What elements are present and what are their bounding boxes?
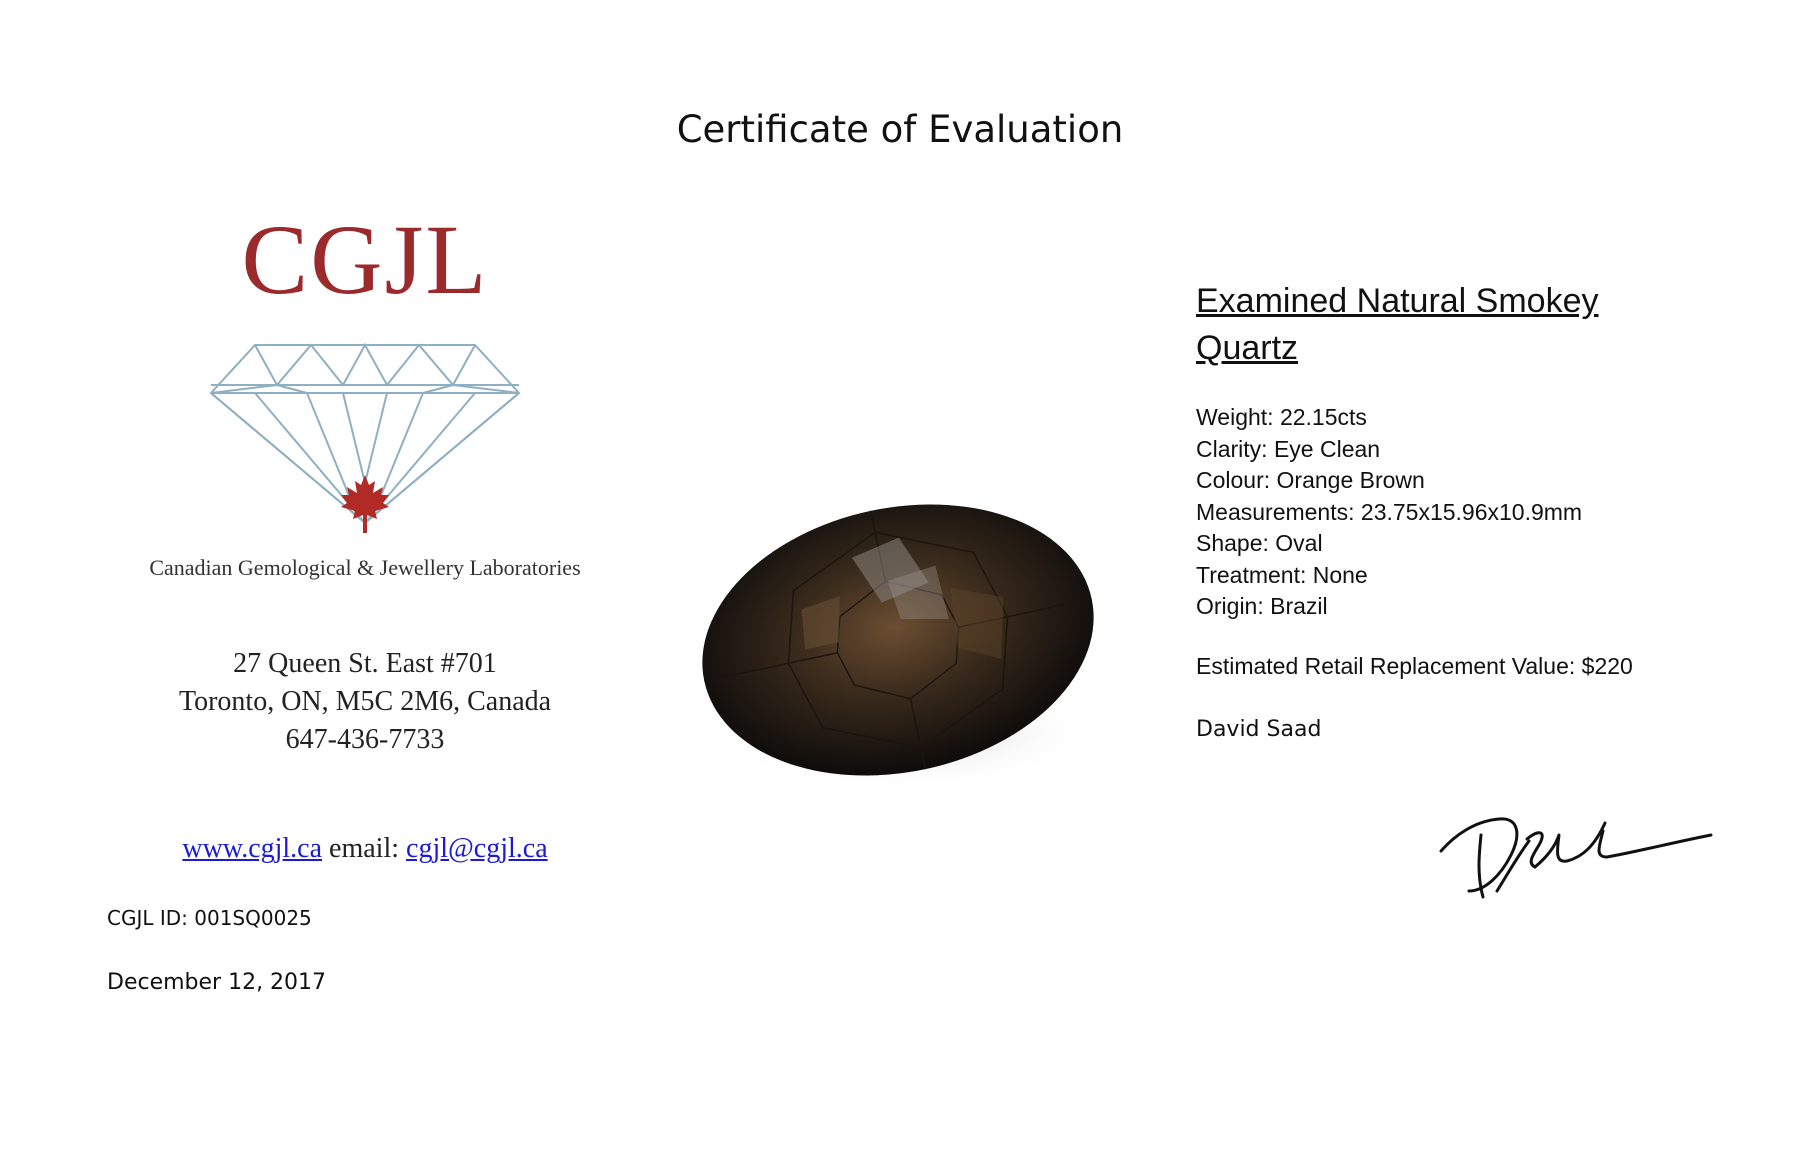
spec-measurements: Measurements: 23.75x15.96x10.9mm [1196,498,1583,525]
address-line-2: Toronto, ON, M5C 2M6, Canada [178,686,552,717]
diamond-logo-icon [207,333,523,543]
gem-specs [1196,402,1582,623]
certificate-title: Certificate of Evaluation [676,108,1124,151]
certificate-date: December 12, 2017 [107,970,327,995]
spec-weight: Weight: 22.15cts [1196,404,1367,430]
signer-name: David Saad [1196,717,1322,742]
email-label: email: [329,833,400,864]
address-line-1: 27 Queen St. East #701 [233,648,497,679]
replacement-value: Estimated Retail Replacement Value: $220 [1196,653,1633,679]
cgjl-logo-wordmark: CGJL [241,204,489,315]
maple-leaf-icon [341,475,389,533]
spec-origin: Origin: Brazil [1196,593,1328,619]
contact-links [100,833,630,865]
lab-name: Canadian Gemological & Jewellery Laboratories [149,555,581,580]
spec-treatment: Treatment: None [1196,561,1368,588]
website-link[interactable]: www.cgjl.ca [182,833,323,864]
spec-clarity: Clarity: Eye Clean [1196,435,1381,462]
cgjl-id: CGJL ID: 001SQ0025 [107,906,312,930]
oval-smokey-quartz-image [690,480,1120,810]
email-link[interactable]: cgjl@cgjl.ca [406,833,548,864]
gem-heading: Examined Natural Smokey Quartz [1196,282,1599,367]
spec-shape: Shape: Oval [1196,530,1323,556]
phone-number: 647-436-7733 [285,724,445,755]
spec-colour: Colour: Orange Brown [1196,467,1425,493]
signature-image [1435,805,1715,905]
